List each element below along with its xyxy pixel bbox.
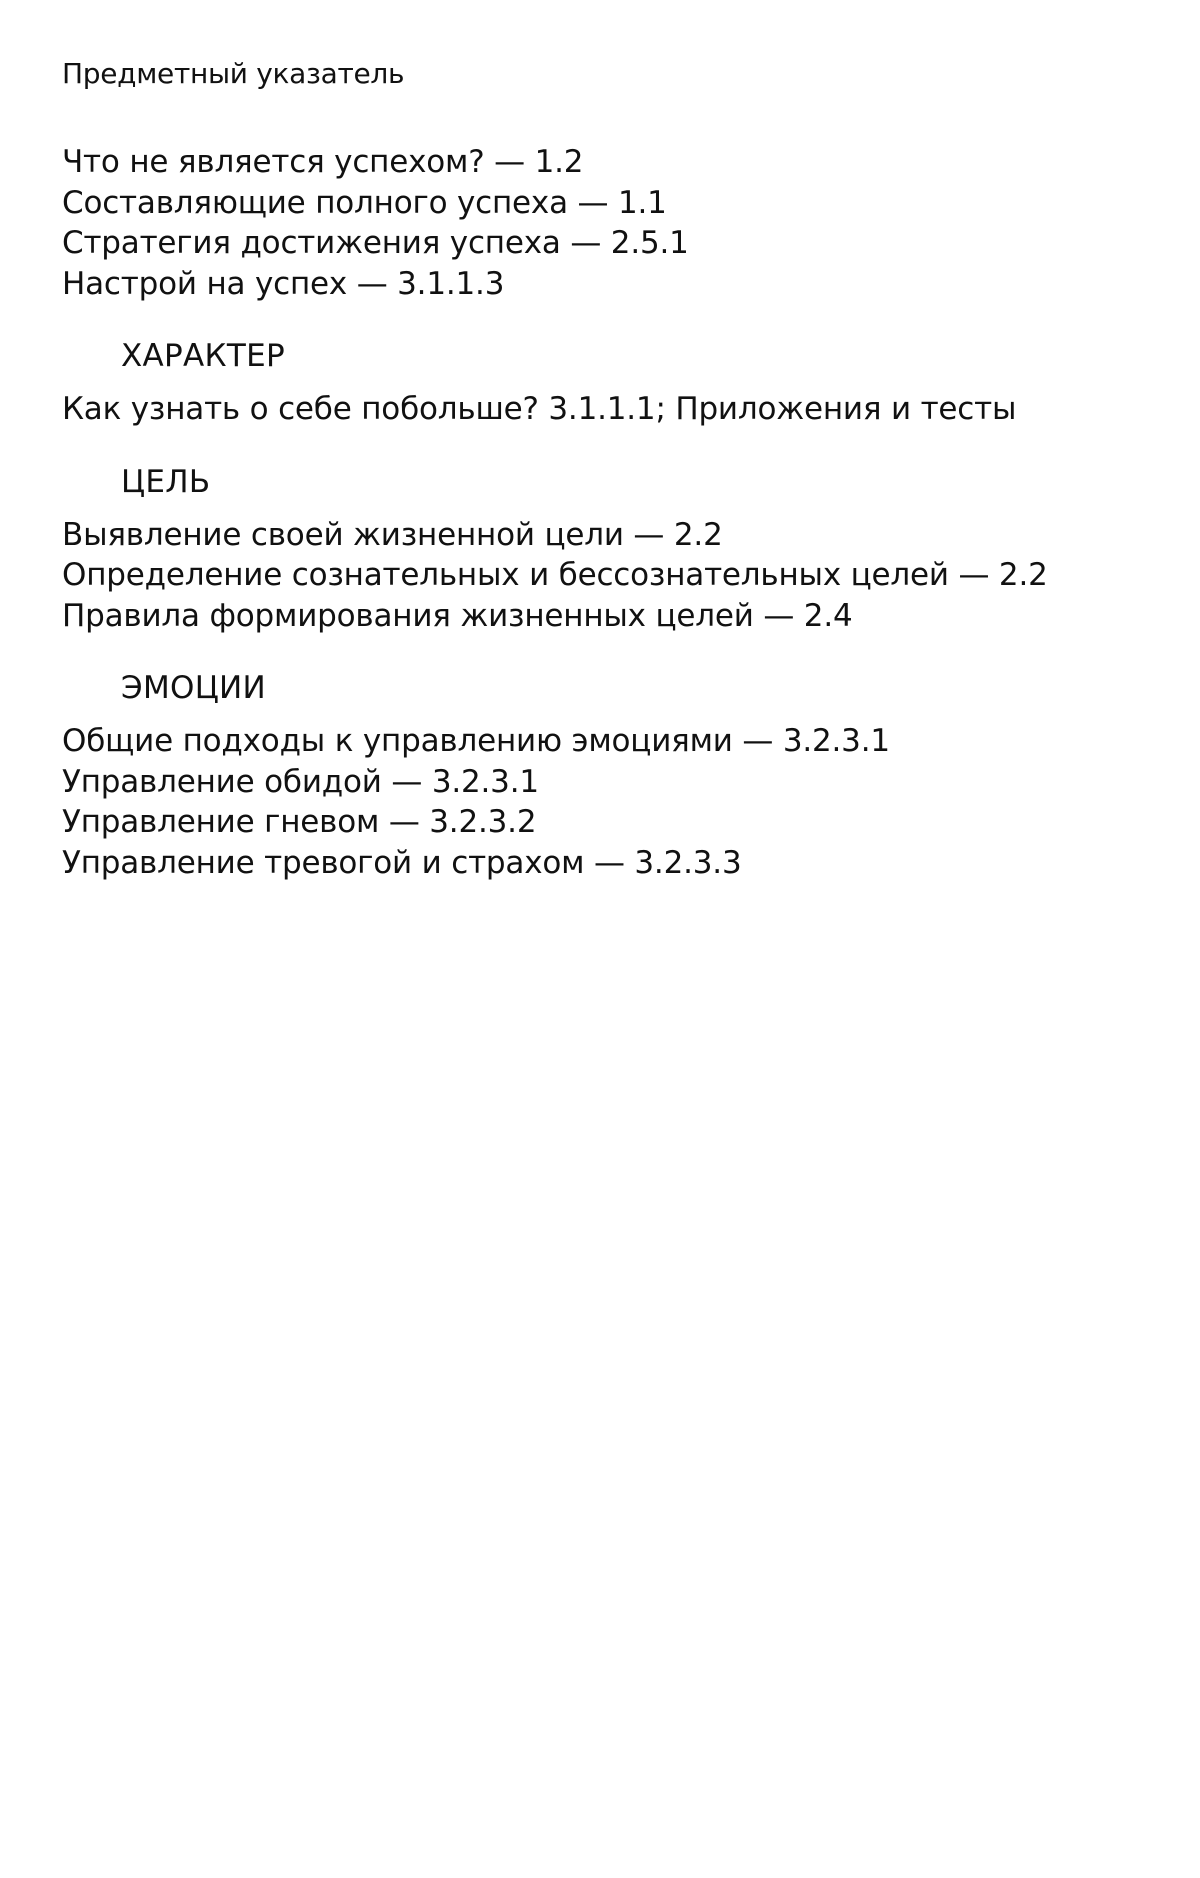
section-heading: ЭМОЦИИ: [121, 670, 267, 706]
index-entry: Общие подходы к управлению эмоциями — 3.2.3.1: [62, 723, 890, 759]
index-entry: Составляющие полного успеха — 1.1: [62, 184, 667, 221]
index-entry: Управление обидой — 3.2.3.1: [62, 763, 539, 800]
index-entry: Управление тревогой и страхом — 3.2.3.3: [62, 844, 742, 881]
index-entry: Что не является успехом? — 1.2: [62, 144, 584, 180]
section-heading: ЦЕЛЬ: [121, 463, 211, 500]
index-entry: Настрой на успех — 3.1.1.3: [62, 265, 505, 302]
section-character: [62, 336, 1162, 430]
running-title: Предметный указатель: [62, 57, 405, 90]
index-entry: Определение сознательных и бессознательных целей — 2.2: [62, 557, 1048, 593]
section-emotions: [62, 668, 1162, 883]
subject-index: [62, 142, 1162, 883]
section-heading: ХАРАКТЕР: [121, 338, 285, 374]
section-goal: [62, 462, 1162, 637]
index-entry: Выявление своей жизненной цели — 2.2: [62, 516, 723, 553]
index-entry: Как узнать о себе побольше? 3.1.1.1; Приложения и тесты: [62, 391, 1017, 427]
index-entry: Правила формирования жизненных целей — 2.4: [62, 597, 853, 634]
index-entry: Стратегия достижения успеха — 2.5.1: [62, 225, 689, 261]
index-entry: Управление гневом — 3.2.3.2: [62, 804, 537, 840]
intro-entries: [62, 142, 1162, 304]
